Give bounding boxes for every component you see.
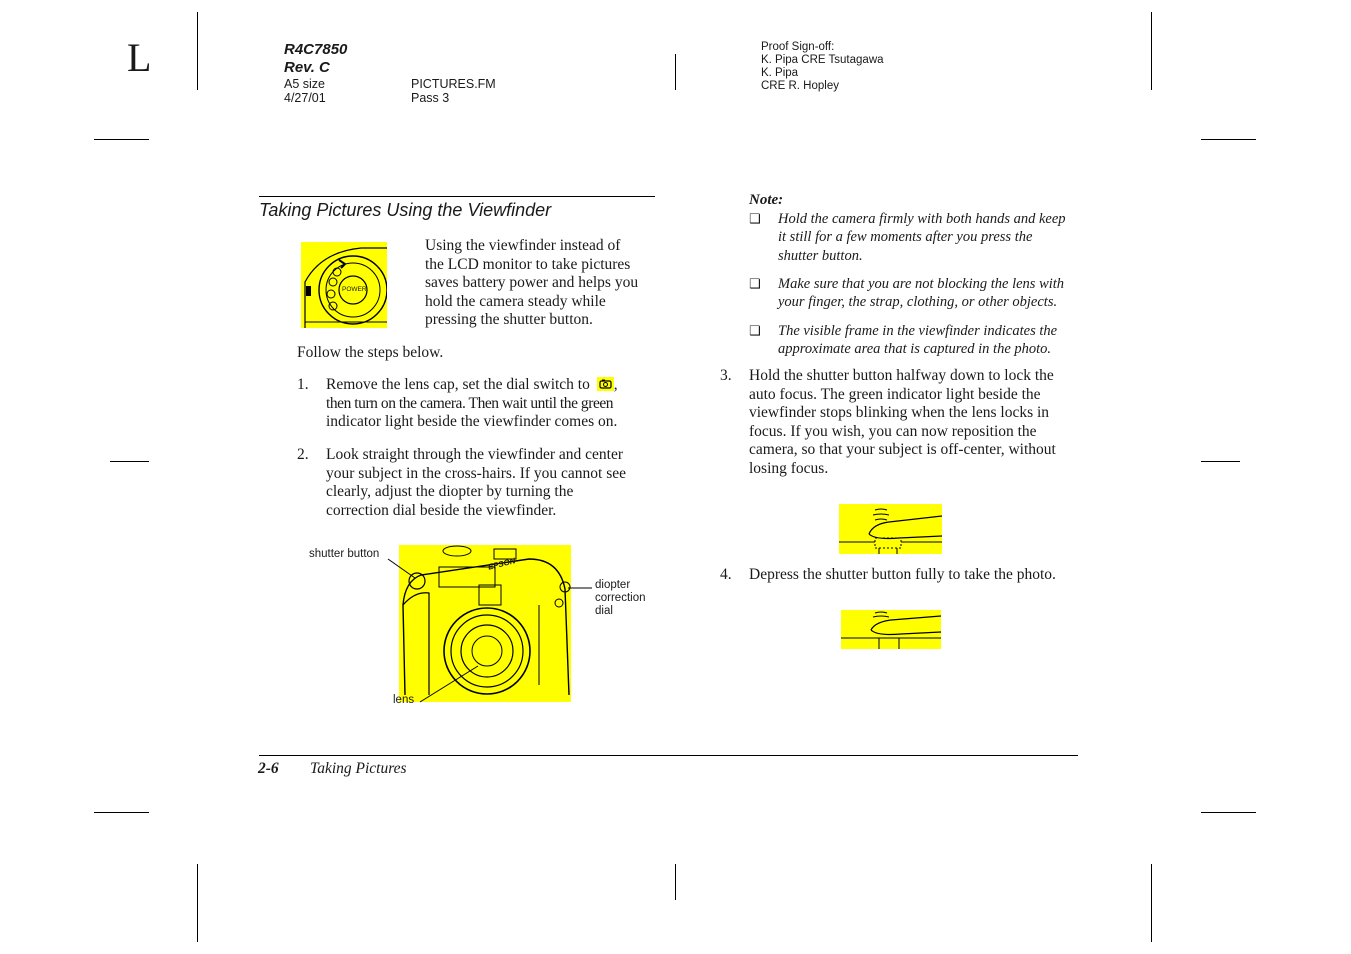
doc-size: A5 size <box>284 77 325 91</box>
step-line: viewfinder stops blinking when the lens locks in <box>749 404 1050 422</box>
note-text <box>778 322 1057 359</box>
step-line: auto focus. The green indicator light beside the <box>749 385 1041 403</box>
proof-line: K. Pipa <box>761 67 799 79</box>
step-number: 1. <box>297 376 309 393</box>
note-item <box>749 210 1089 266</box>
step-3 <box>720 367 1090 481</box>
label-line: dial <box>595 605 613 617</box>
step-line: losing focus. <box>749 459 829 477</box>
label-lens: lens <box>393 694 415 706</box>
intro-line: Using the viewfinder instead of <box>425 237 621 254</box>
note-line: approximate area that is captured in the photo. <box>778 341 1052 358</box>
follow-steps-text: Follow the steps below. <box>297 344 444 361</box>
note-text <box>778 275 1064 312</box>
note-line: it still for a few moments after you press the <box>778 229 1033 246</box>
doc-rev: Rev. C <box>284 59 330 76</box>
step-line: Depress the shutter button fully to take the photo. <box>749 566 1056 583</box>
note-title: Note: <box>749 192 784 208</box>
label-line: correction <box>595 592 646 604</box>
step-line: clearly, adjust the diopter by turning the <box>326 483 574 501</box>
step-number: 3. <box>720 367 732 384</box>
note-item <box>749 322 1089 360</box>
chapter-title: Taking Pictures <box>310 760 407 777</box>
note-text <box>778 210 1066 265</box>
step-text <box>749 367 1056 479</box>
doc-pass: Pass 3 <box>411 91 450 105</box>
intro-line: hold the camera steady while <box>425 292 606 310</box>
step-line: Hold the shutter button halfway down to lock the <box>749 367 1054 384</box>
proof-line: K. Pipa CRE Tsutagawa <box>761 54 884 66</box>
doc-date: 4/27/01 <box>284 91 326 105</box>
step-line: Remove the lens cap, set the dial switch to <box>326 376 590 393</box>
intro-line: the LCD monitor to take pictures <box>425 255 631 273</box>
note-line: shutter button. <box>778 247 863 264</box>
label-diopter <box>595 579 646 618</box>
note-line: Make sure that you are not blocking the lens with <box>778 276 1065 292</box>
step-4 <box>720 566 1090 586</box>
checkbox-bullet-icon: ❑ <box>749 324 761 339</box>
step-line-suffix: , <box>613 376 618 393</box>
power-label: POWER <box>342 286 367 293</box>
step-text <box>749 566 1056 585</box>
intro-line: saves battery power and helps you <box>425 274 639 292</box>
half-press-illustration <box>839 504 942 554</box>
step-line: focus. If you wish, you can now reposition the <box>749 422 1037 440</box>
step-line: camera, so that your subject is off-center, without <box>749 441 1056 459</box>
full-press-illustration <box>841 610 941 649</box>
label-line: diopter <box>595 579 631 591</box>
note-line: your finger, the strap, clothing, or other objects. <box>778 294 1058 311</box>
step-line: correction dial beside the viewfinder. <box>326 501 557 519</box>
step-line: your subject in the cross-hairs. If you cannot see <box>326 464 627 482</box>
step-line: then turn on the camera. Then wait until the green <box>326 394 614 412</box>
doc-id: R4C7850 <box>284 41 348 58</box>
intro-line: pressing the shutter button. <box>425 311 593 329</box>
proof-line: CRE R. Hopley <box>761 80 839 92</box>
checkbox-bullet-icon: ❑ <box>749 212 761 227</box>
footer-rule <box>259 755 1078 756</box>
step-number: 2. <box>297 446 309 463</box>
step-line: Look straight through the viewfinder and center <box>326 446 623 463</box>
step-number: 4. <box>720 566 732 583</box>
corner-mark: L <box>127 35 152 80</box>
label-shutter-button: shutter button <box>309 548 380 560</box>
note-line: The visible frame in the viewfinder indicates the <box>778 323 1058 339</box>
doc-file: PICTURES.FM <box>411 77 496 91</box>
page-number: 2-6 <box>258 760 279 777</box>
step-line: indicator light beside the viewfinder comes on. <box>326 413 618 431</box>
proof-title: Proof Sign-off: <box>761 41 835 53</box>
note-item <box>749 275 1089 313</box>
checkbox-bullet-icon: ❑ <box>749 277 761 292</box>
note-line: Hold the camera firmly with both hands and keep <box>778 211 1066 227</box>
section-title: Taking Pictures Using the Viewfinder <box>259 200 552 220</box>
brand-label: EPSON <box>487 556 517 572</box>
